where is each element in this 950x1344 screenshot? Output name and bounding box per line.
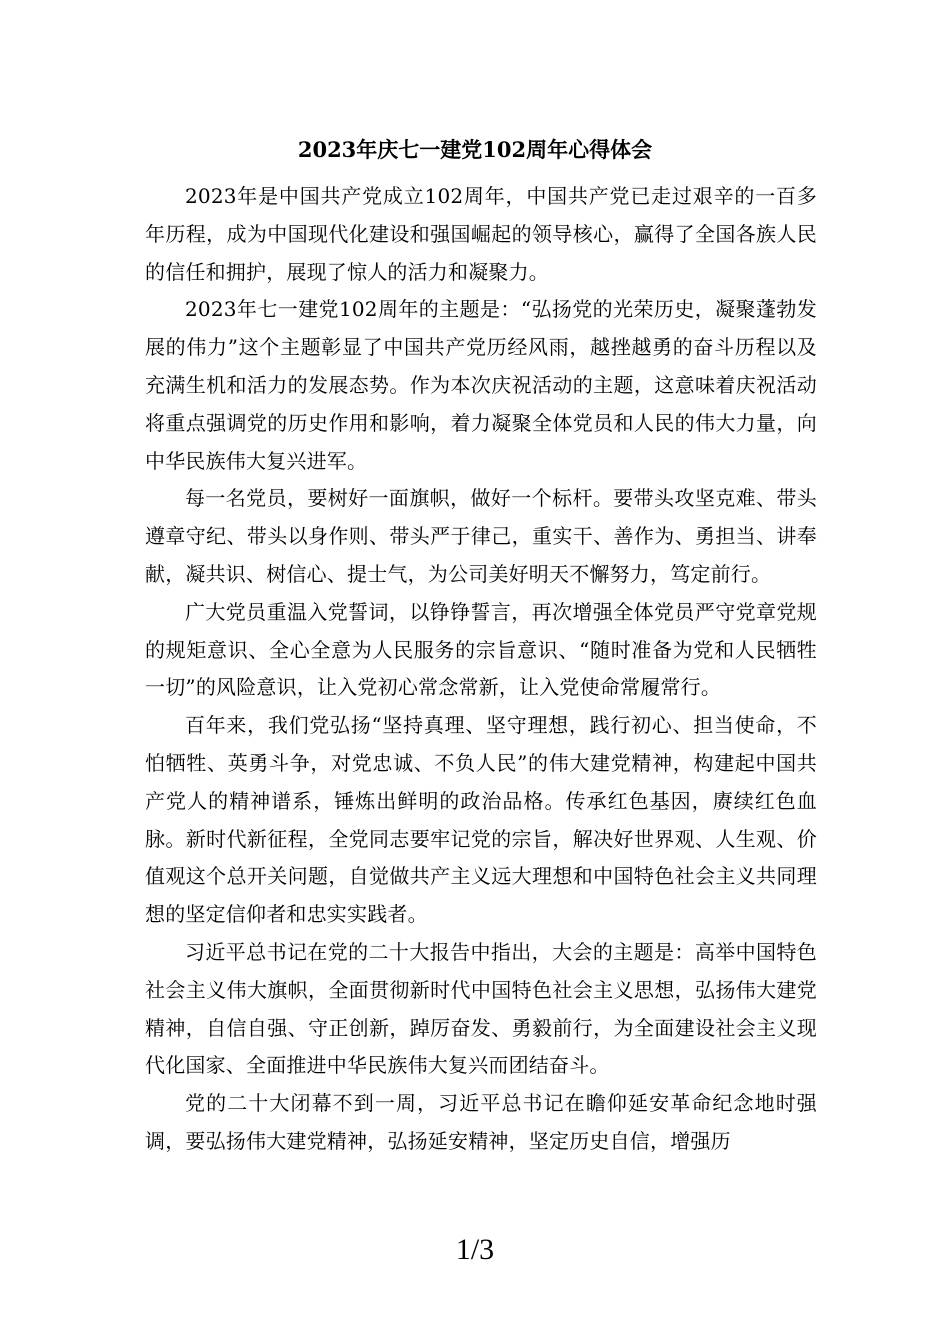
- paragraph-5: 百年来，我们党弘扬“坚持真理、坚守理想，践行初心、担当使命，不怕牺牲、英勇斗争，对党忠诚、不负人民”的伟大建党精神，构建起中国共产党人的精神谱系，锤炼出鲜明的政治品格。传承红色基因，赓续红色血脉。新时代新征程，全党同志要牢记党的宗旨，解决好世界观、人生观、价值观这个总开关问题，自觉做共产主义远大理想和中国特色社会主义共同理想的坚定信仰者和忠实实践者。: [145, 713, 817, 927]
- paragraph-4: 广大党员重温入党誓词，以铮铮誓言，再次增强全体党员严守党章党规的规矩意识、全心全意为人民服务的宗旨意识、“随时准备为党和人民牺牲一切”的风险意识，让入党初心常念常新，让入党使命常履常行。: [145, 599, 817, 700]
- page-number: 1/3: [455, 1233, 495, 1266]
- document-body: [145, 178, 817, 1161]
- paragraph-3: 每一名党员，要树好一面旗帜，做好一个标杆。要带头攻坚克难、带头遵章守纪、带头以身作则、带头严于律己，重实干、善作为、勇担当、讲奉献，凝共识、树信心、提士气，为公司美好明天不懈努力，笃定前行。: [145, 486, 817, 586]
- paragraph-2: 2023年七一建党102周年的主题是：“弘扬党的光荣历史，凝聚蓬勃发展的伟力”这个主题彰显了中国共产党历经风雨，越挫越勇的奋斗历程以及充满生机和活力的发展态势。作为本次庆祝活动的主题，这意味着庆祝活动将重点强调党的历史作用和影响，着力凝聚全体党员和人民的伟大力量，向中华民族伟大复兴进军。: [145, 297, 817, 473]
- paragraph-7: 党的二十大闭幕不到一周，习近平总书记在瞻仰延安革命纪念地时强调，要弘扬伟大建党精神，弘扬延安精神，坚定历史自信，增强历: [145, 1091, 817, 1153]
- paragraph-1: 2023年是中国共产党成立102周年，中国共产党已走过艰辛的一百多年历程，成为中国现代化建设和强国崛起的领导核心，赢得了全国各族人民的信任和拥护，展现了惊人的活力和凝聚力。: [145, 184, 817, 284]
- paragraph-6: 习近平总书记在党的二十大报告中指出，大会的主题是：高举中国特色社会主义伟大旗帜，全面贯彻新时代中国特色社会主义思想，弘扬伟大建党精神，自信自强、守正创新，踔厉奋发、勇毅前行，为全面建设社会主义现代化国家、全面推进中华民族伟大复兴而团结奋斗。: [145, 939, 817, 1078]
- document-title: 2023年庆七一建党102周年心得体会: [297, 137, 653, 162]
